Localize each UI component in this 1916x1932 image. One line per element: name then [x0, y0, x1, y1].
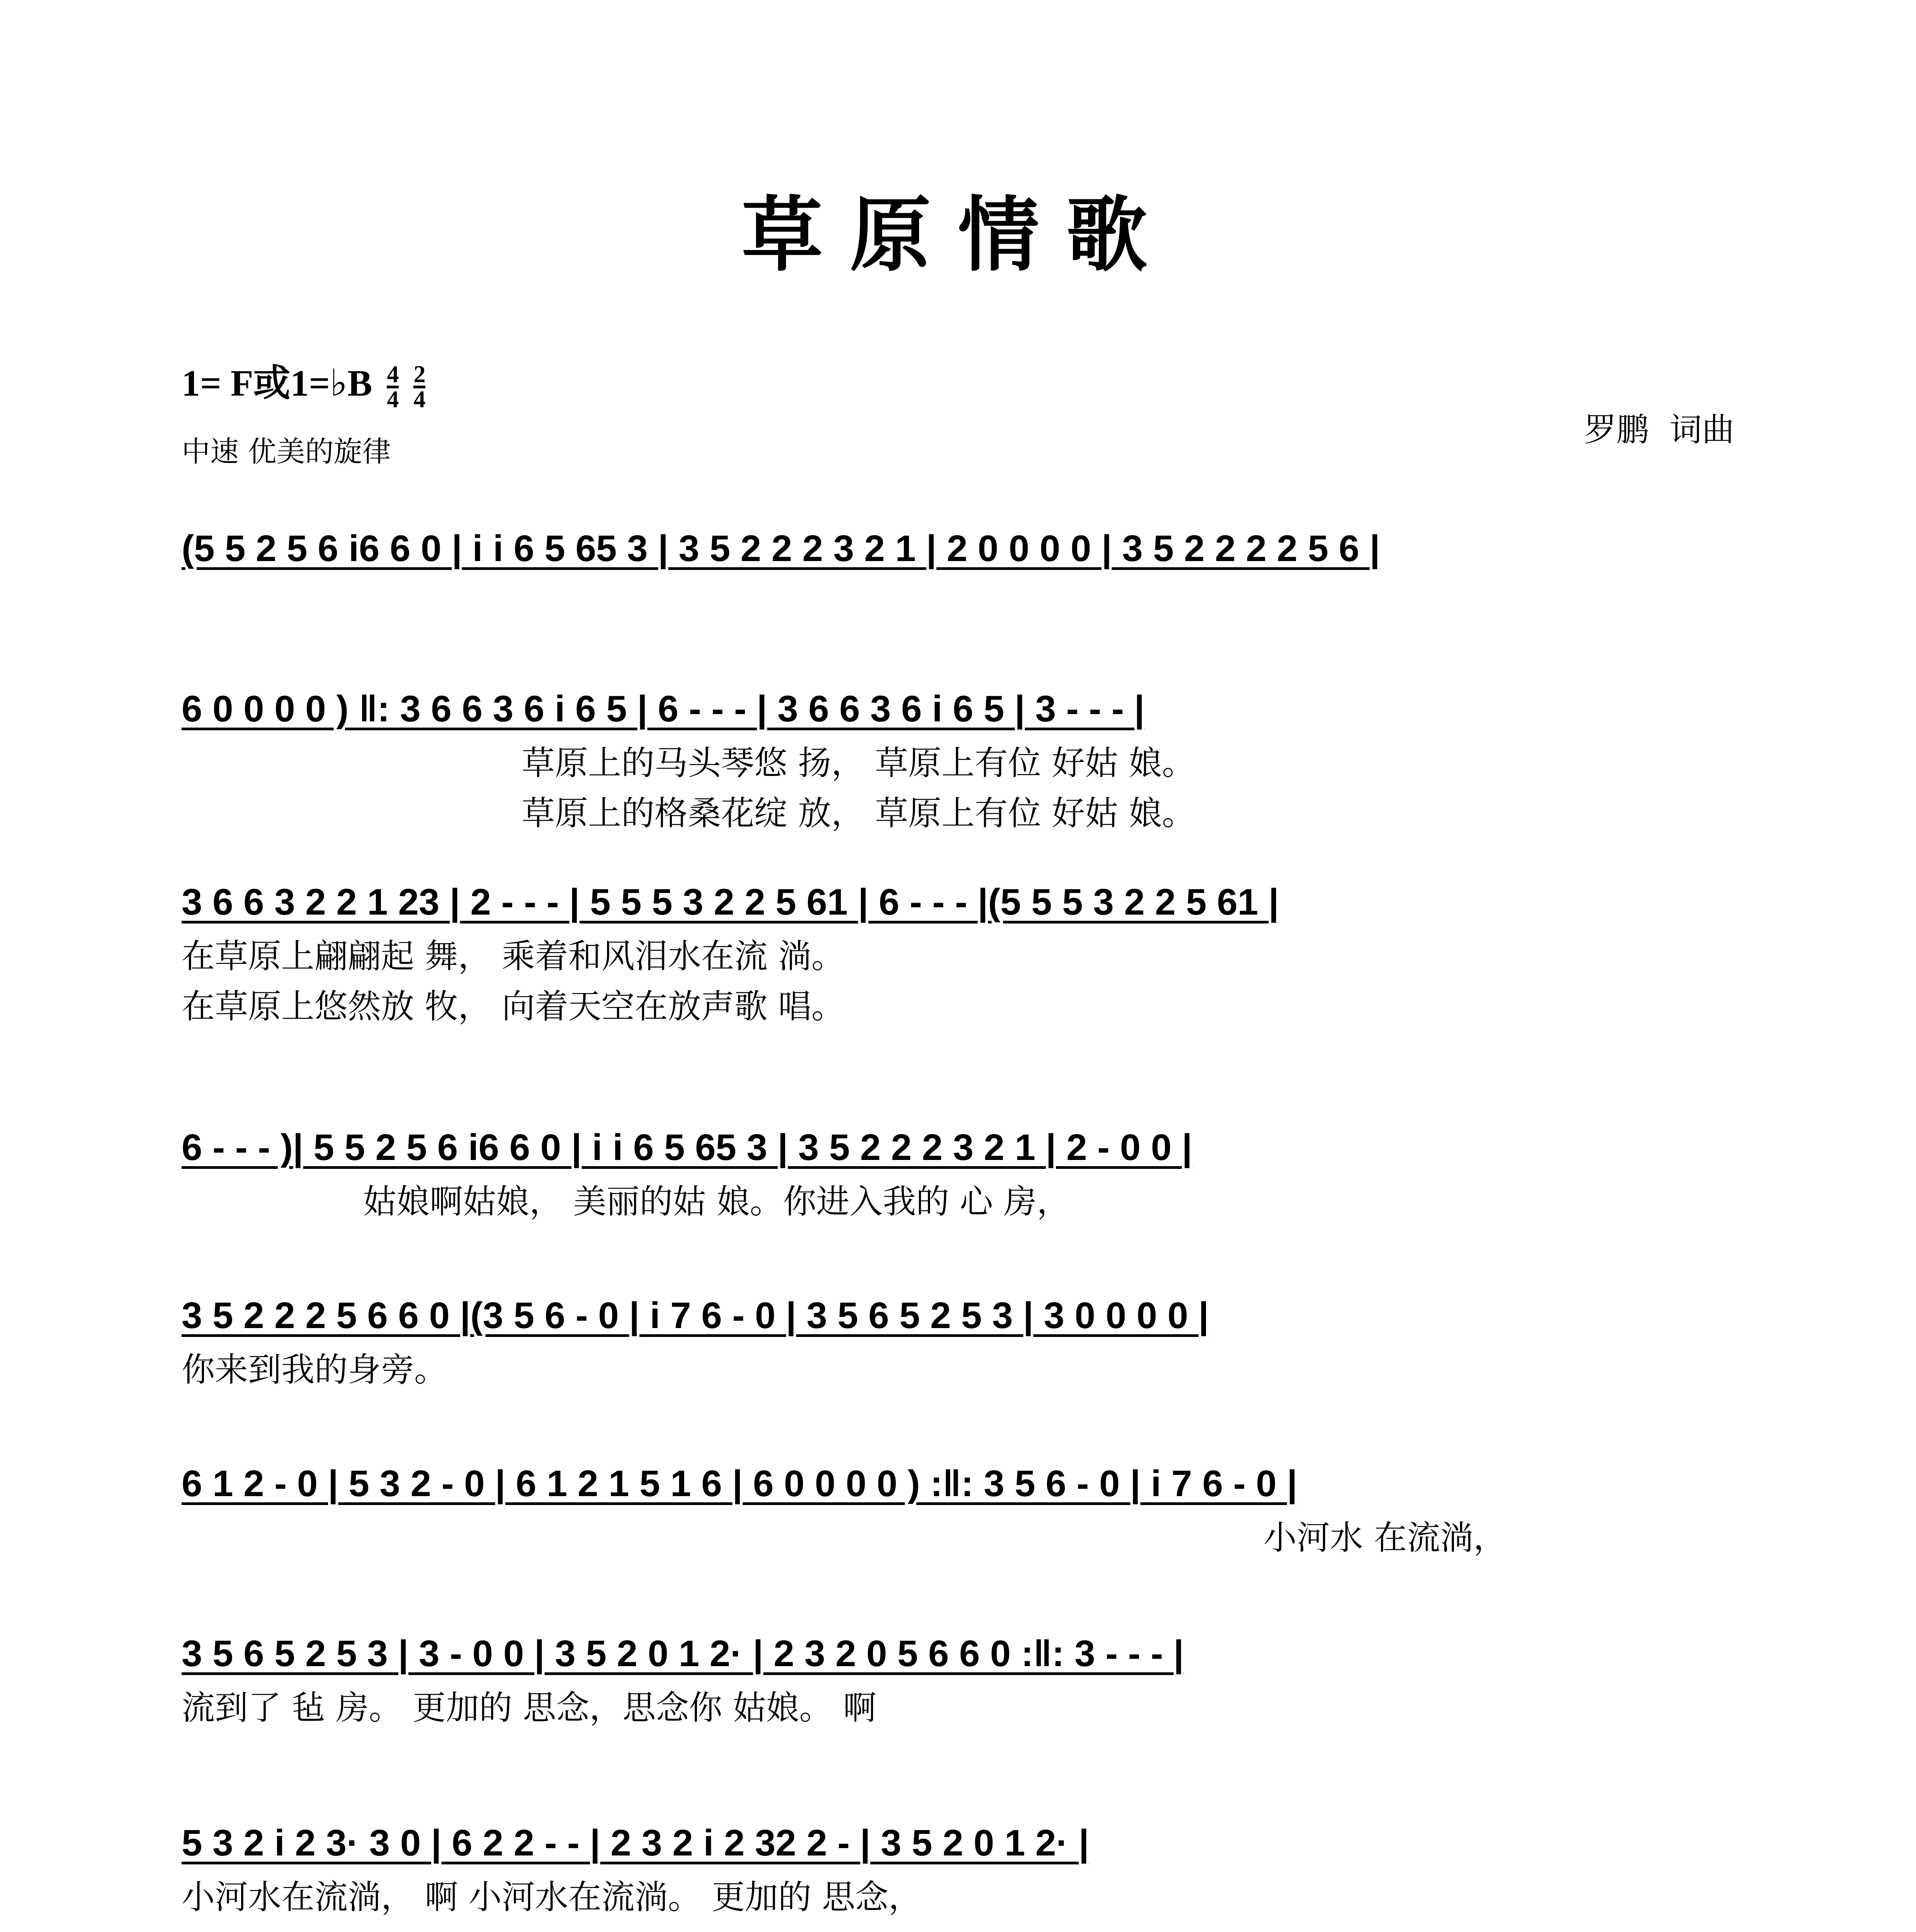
key-signature: [182, 354, 425, 411]
notation-line: 6 1 2 - 0 | 5 3 2 - 0 | 6 1 2 1 5 1 6 | 6 0 0 0 0 ) :‖: 3 5 6 - 0 | i 7 6 - 0 |: [182, 1463, 1297, 1504]
lyrics-verse-2: 草原上的格桑花绽 放， 草原上有位 好姑 娘。: [522, 794, 1195, 833]
music-system-1: [182, 518, 1752, 688]
lyrics-verse-2: 在草原上悠然放 牧， 向着天空在放声歌 唱。: [182, 987, 845, 1026]
music-system-7: [182, 1623, 1752, 1793]
lyrics-verse-1: 姑娘啊姑娘， 美丽的姑 娘。你进入我的 心 房，: [363, 1182, 1070, 1221]
lyrics-verse-2: [1263, 1569, 1752, 1607]
lyrics-verse-1: 草原上的马头琴悠 扬， 草原上有位 好姑 娘。: [522, 744, 1195, 782]
notation-line: (5 5 2 5 6 i6 6 0 | i i 6 5 65 3 | 3 5 2 2 2 3 2 1 | 2 0 0 0 0 | 3 5 2 2 2 2 5 6 |: [182, 528, 1380, 569]
lyrics-verse-1: 流到了 毡 房。 更加的 思念，思念你 姑娘。 啊: [182, 1689, 877, 1727]
lyrics-verse-2: [182, 1401, 1752, 1439]
notation-line: 6 0 0 0 0 ) ‖: 3 6 6 3 6 i 6 5 | 6 - - - | 3 6 6 3 6 i 6 5 | 3 - - - |: [182, 688, 1145, 730]
lyrics-verse-2: [182, 634, 1752, 672]
lyrics-verse-2: [363, 1233, 1752, 1271]
music-system-4: [182, 1117, 1752, 1287]
lyrics-verse-1: 你来到我的身旁。: [182, 1350, 447, 1389]
lyrics-verse-1: 小河水 在流淌，: [1263, 1519, 1507, 1557]
author-credit: 罗鹏 词曲: [1584, 411, 1734, 449]
notation-line: 6 - - - )| 5 5 2 5 6 i6 6 0 | i i 6 5 65 3 | 3 5 2 2 2 3 2 1 | 2 - 0 0 |: [182, 1127, 1192, 1168]
notation-line: 3 5 2 2 2 5 6 6 0 |(3 5 6 - 0 | i 7 6 - 0 | 3 5 6 5 2 5 3 | 3 0 0 0 0 |: [182, 1295, 1209, 1336]
music-system-3: [182, 871, 1752, 1041]
lyrics-verse-2: [182, 1739, 1752, 1777]
notation-line: 3 5 6 5 2 5 3 | 3 - 0 0 | 3 5 2 0 1 2· | 2 3 2 0 5 6 6 0 :‖: 3 - - - |: [182, 1633, 1184, 1674]
music-system-8: [182, 1812, 1752, 1932]
time-signature-4-4: $\frac{4}{4}$: [387, 361, 399, 413]
tempo-marking: 中速 优美的旋律: [182, 435, 391, 468]
lyrics-verse-1: 在草原上翩翩起 舞， 乘着和风泪水在流 淌。: [182, 937, 845, 976]
notation-line: 5 3 2 i 2 3· 3 0 | 6 2 2 - - | 2 3 2 i 2 32 2 - | 3 5 2 0 1 2· |: [182, 1822, 1089, 1864]
key-text: 1= F或1=♭B: [182, 362, 372, 404]
song-title: 草原情歌: [741, 187, 1175, 282]
lyrics-verse-1: [182, 583, 1752, 622]
music-system-6: [182, 1453, 1752, 1623]
time-signature-2-4: $\frac{2}{4}$: [413, 361, 426, 413]
notation-line: 3 6 6 3 2 2 1 23 | 2 - - - | 5 5 5 3 2 2 5 61 | 6 - - - |(5 5 5 3 2 2 5 61 |: [182, 881, 1279, 923]
music-system-5: [182, 1285, 1752, 1455]
lyrics-verse-1: 小河水在流淌， 啊 小河水在流淌。 更加的 思念，: [182, 1878, 922, 1917]
lyrics-verse-2: [182, 1928, 1752, 1932]
music-system-2: [182, 678, 1752, 848]
